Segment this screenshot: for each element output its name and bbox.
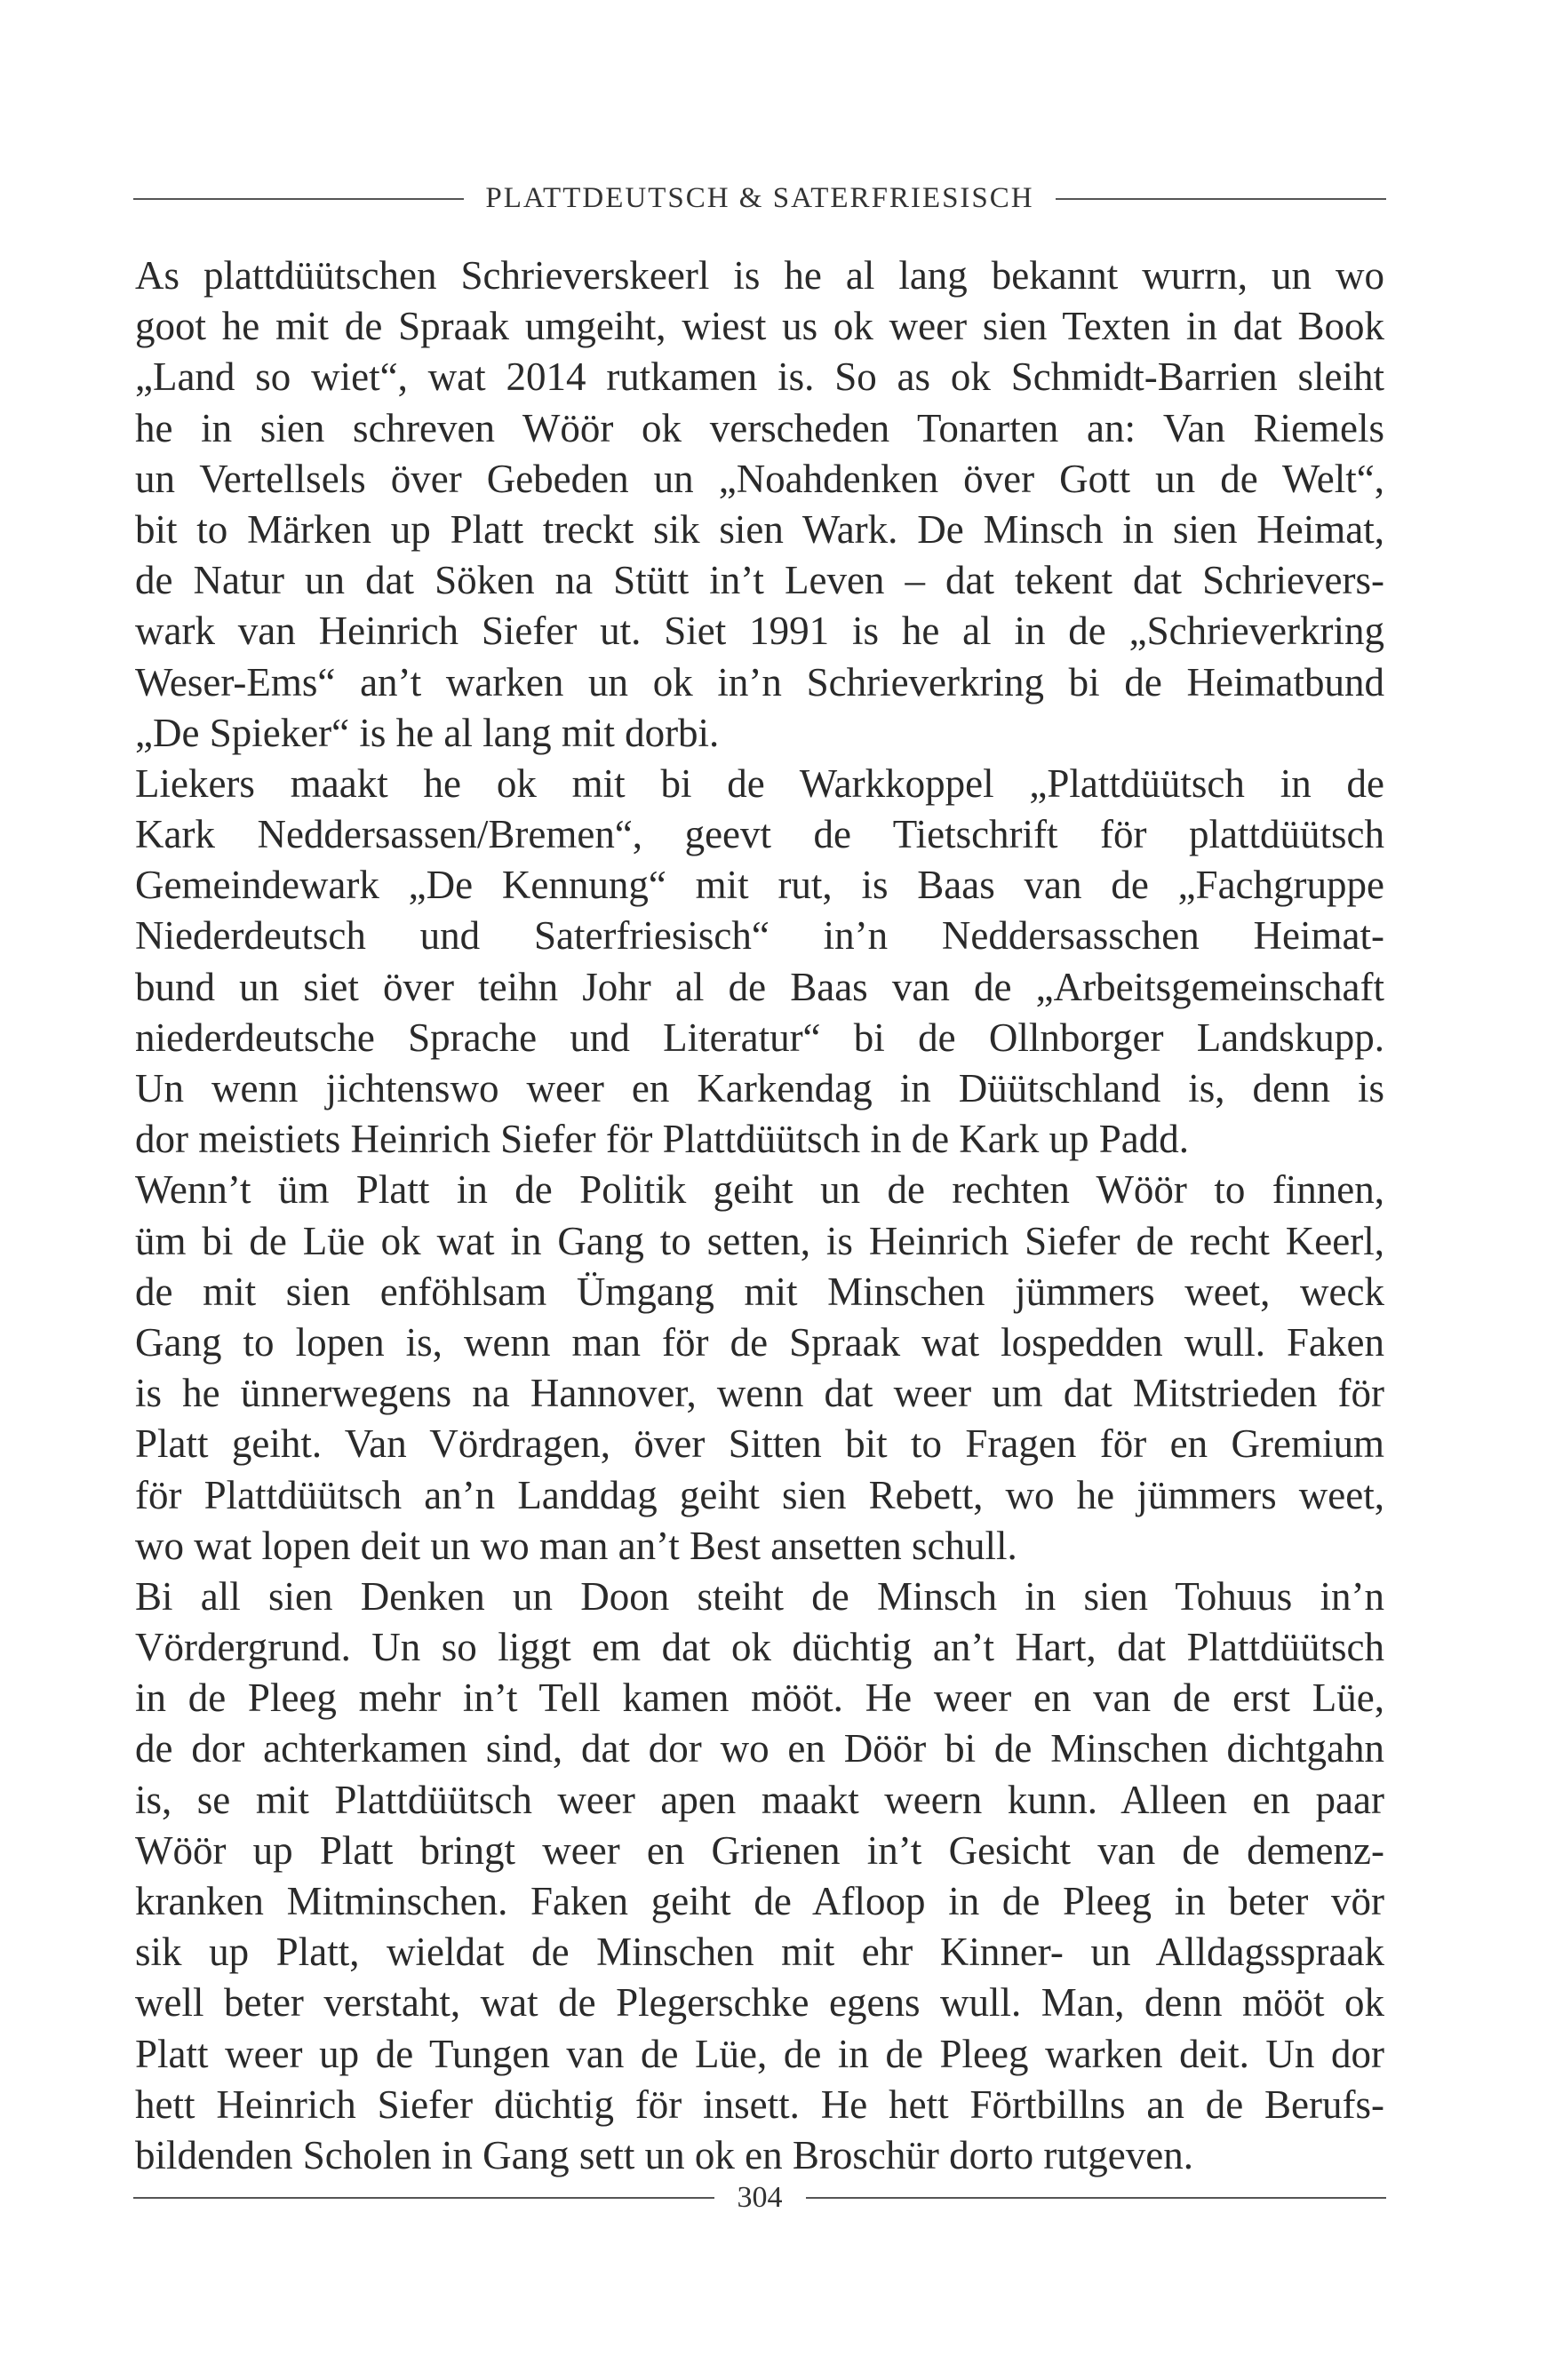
text-line: Gang to lopen is, wenn man för de Spraak wat lospedden wull. Faken <box>135 1319 1384 1365</box>
text-line: Wenn’t üm Platt in de Politik geiht un de rechten Wöör to finnen, <box>135 1167 1384 1213</box>
text-line: sik up Platt, wieldat de Minschen mit ehr Kinner- un Alldagsspraak <box>135 1930 1384 1975</box>
header-rule-left <box>133 198 464 200</box>
text-line: un Vertellsels över Gebeden un „Noahdenken över Gott un de Welt“, <box>135 456 1384 501</box>
text-line: is, se mit Plattdüütsch weer apen maakt weern kunn. Alleen en paar <box>135 1777 1384 1822</box>
text-line: bildenden Scholen in Gang sett un ok en Broschür dorto rutgeven. <box>135 2132 1194 2177</box>
text-line: bund un siet över teihn Johr al de Baas van de „Arbeitsgemeinschaft <box>135 964 1384 1009</box>
footer-rule-right <box>806 2197 1387 2199</box>
text-line: Bi all sien Denken un Doon steiht de Minsch in sien Tohuus in’n <box>135 1573 1384 1619</box>
running-head-title: PLATTDEUTSCH & SATERFRIESISCH <box>485 182 1034 214</box>
text-line: för Plattdüütsch an’n Landdag geiht sien Rebett, wo he jümmers weet, <box>135 1472 1384 1517</box>
text-line: de mit sien enföhlsam Ümgang mit Minschen jümmers weet, weck <box>135 1269 1384 1314</box>
text-line: Liekers maakt he ok mit bi de Warkkoppel „Plattdüütsch in de <box>135 760 1384 806</box>
text-line: is he ünnerwegens na Hannover, wenn dat weer um dat Mitstrieden för <box>135 1371 1384 1416</box>
text-line: As plattdüütschen Schrieverskeerl is he al lang bekannt wurrn, un wo <box>135 253 1384 298</box>
text-line: Kark Neddersassen/Bremen“, geevt de Tietschrift för plattdüütsch <box>135 812 1384 857</box>
text-line: he in sien schreven Wöör ok verscheden Tonarten an: Van Riemels <box>135 405 1384 450</box>
text-line: Platt weer up de Tungen van de Lüe, de in de Pleeg warken deit. Un dor <box>135 2031 1384 2076</box>
text-line: de dor achterkamen sind, dat dor wo en Döör bi de Minschen dichtgahn <box>135 1726 1384 1771</box>
paragraph <box>135 251 1384 759</box>
text-line: Weser-Ems“ an’t warken un ok in’n Schrieverkring bi de Heimatbund <box>135 659 1384 704</box>
text-line: kranken Mitminschen. Faken geiht de Afloop in de Pleeg in beter vör <box>135 1879 1384 1923</box>
text-line: Un wenn jichtenswo weer en Karkendag in Düütschland is, denn is <box>135 1066 1384 1110</box>
text-line: goot he mit de Spraak umgeiht, wiest us ok weer sien Texten in dat Book <box>135 304 1384 349</box>
text-line: Platt geiht. Van Vördragen, över Sitten bit to Fragen för en Gremium <box>135 1421 1384 1467</box>
paragraph <box>135 1165 1384 1572</box>
text-line: wark van Heinrich Siefer ut. Siet 1991 is he al in de „Schrieverkring <box>135 609 1384 654</box>
running-head <box>133 182 1386 215</box>
text-line: Vördergrund. Un so liggt em dat ok düchtig an’t Hart, dat Plattdüütsch <box>135 1625 1384 1670</box>
text-line: Niederdeutsch und Saterfriesisch“ in’n Neddersasschen Heimat- <box>135 913 1384 959</box>
text-line: hett Heinrich Siefer düchtig för insett. He hett Förtbillns an de Berufs- <box>135 2082 1384 2127</box>
page-footer <box>133 2181 1386 2215</box>
page-number: 304 <box>737 2181 783 2214</box>
text-line: Gemeindewark „De Kennung“ mit rut, is Baas van de „Fachgruppe <box>135 863 1384 908</box>
paragraph <box>135 1572 1384 2181</box>
paragraph <box>135 759 1384 1166</box>
text-line: „De Spieker“ is he al lang mit dorbi. <box>135 710 720 755</box>
body-text <box>135 251 1384 2181</box>
text-line: üm bi de Lüe ok wat in Gang to setten, is Heinrich Siefer de recht Keerl, <box>135 1218 1384 1263</box>
text-line: de Natur un dat Söken na Stütt in’t Leven – dat tekent dat Schrievers- <box>135 558 1384 603</box>
text-line: „Land so wiet“, wat 2014 rutkamen is. So as ok Schmidt-Barrien sleiht <box>135 354 1384 400</box>
text-line: dor meistiets Heinrich Siefer för Plattdüütsch in de Kark up Padd. <box>135 1117 1189 1162</box>
header-rule-right <box>1056 198 1386 200</box>
text-line: niederdeutsche Sprache und Literatur“ bi de Ollnborger Landskupp. <box>135 1015 1384 1060</box>
text-line: well beter verstaht, wat de Plegerschke egens wull. Man, denn mööt ok <box>135 1980 1384 2026</box>
text-line: in de Pleeg mehr in’t Tell kamen mööt. He weer en van de erst Lüe, <box>135 1676 1384 1721</box>
text-line: bit to Märken up Platt treckt sik sien Wark. De Minsch in sien Heimat, <box>135 506 1384 552</box>
footer-rule-left <box>133 2197 714 2199</box>
text-line: wo wat lopen deit un wo man an’t Best ansetten schull. <box>135 1523 1017 1568</box>
text-line: Wöör up Platt bringt weer en Grienen in’t Gesicht van de demenz- <box>135 1827 1384 1873</box>
